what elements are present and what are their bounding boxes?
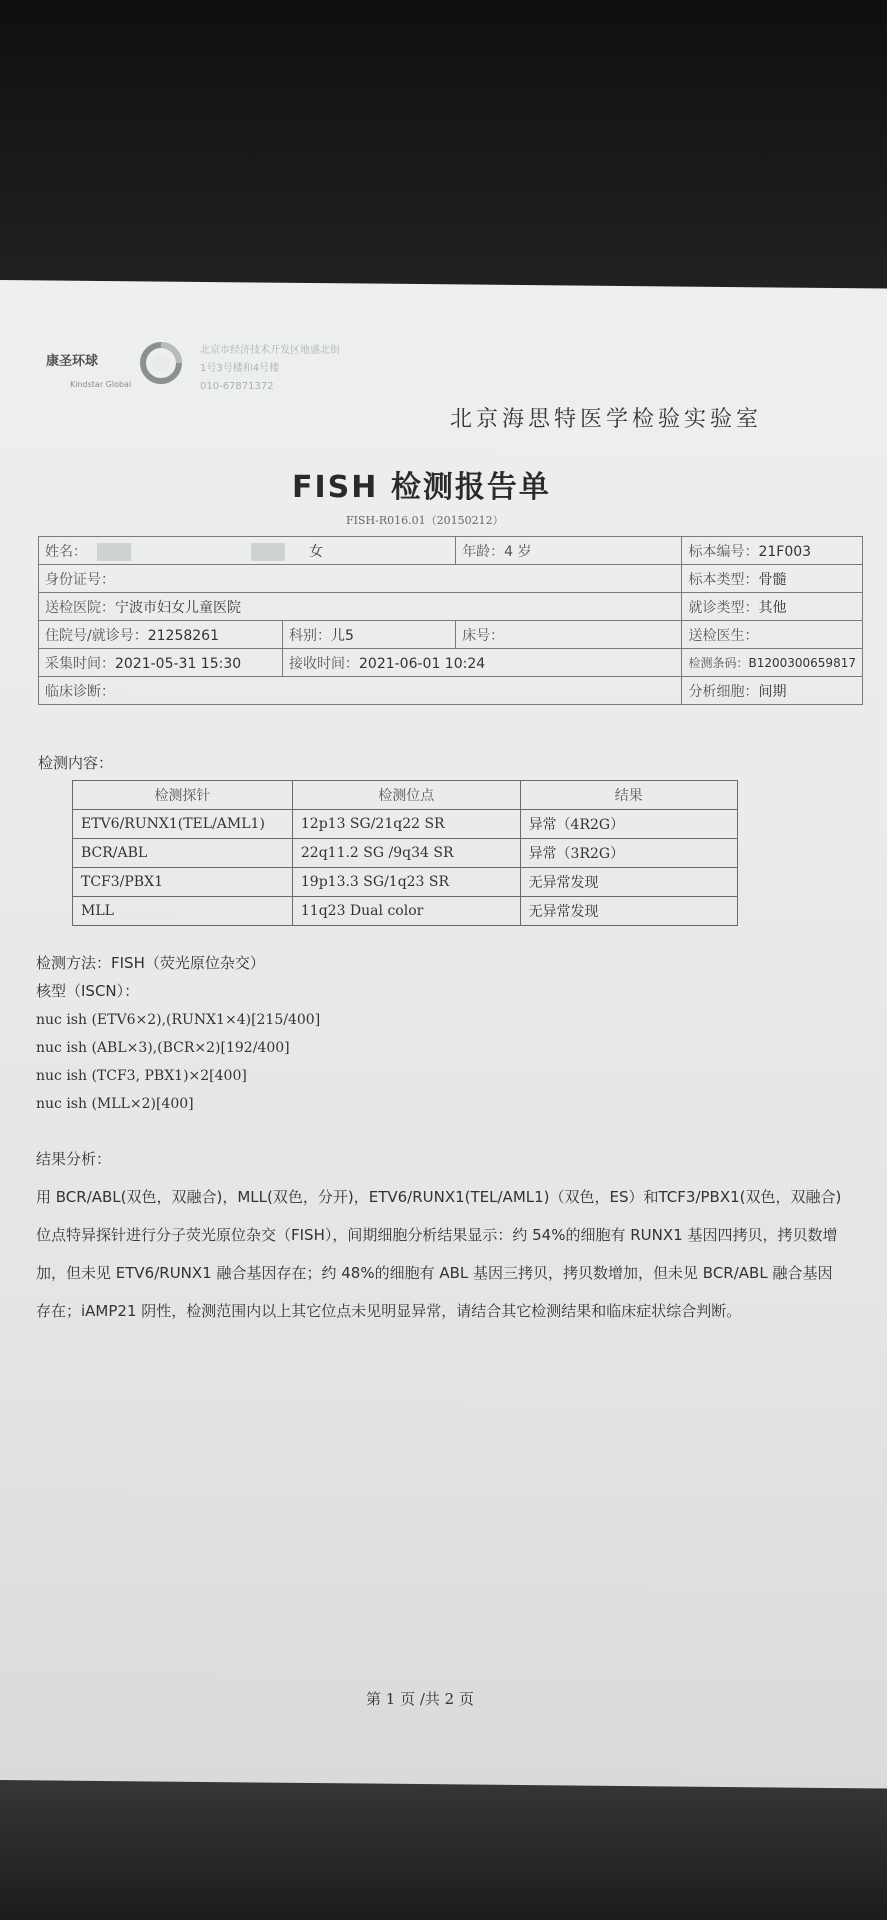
- locus-cell: 22q11.2 SG /9q34 SR: [292, 839, 520, 868]
- logo-ring-icon: [136, 338, 186, 388]
- name-cell: [39, 537, 456, 565]
- info-row: [39, 677, 863, 705]
- sample-type-value: 骨髓: [758, 571, 787, 588]
- detection-header-row: [73, 781, 738, 810]
- lab-address: [200, 342, 340, 396]
- id-label: 身份证号：: [45, 571, 115, 588]
- doctor-label: 送检医生：: [688, 627, 759, 644]
- collect-value: 2021-05-31 15:30: [115, 655, 242, 672]
- result-cell: 异常（4R2G）: [520, 810, 737, 839]
- bed-cell: [456, 621, 682, 649]
- admission-cell: [39, 621, 283, 649]
- kindstar-logo: [40, 338, 190, 398]
- probe-cell: TCF3/PBX1: [73, 868, 293, 897]
- sample-no-cell: [682, 537, 863, 565]
- logo-en-text: Kindstar Global: [70, 380, 132, 389]
- sample-no-value: 21F003: [758, 543, 812, 560]
- age-cell: [456, 537, 682, 565]
- hospital-cell: [39, 593, 682, 621]
- detection-section-label: 检测内容：: [38, 754, 114, 772]
- dept-value: 儿5: [331, 627, 354, 644]
- dept-cell: [283, 621, 456, 649]
- redacted-name: [97, 543, 131, 561]
- visit-type-cell: [682, 593, 863, 621]
- result-cell: 无异常发现: [520, 868, 737, 897]
- karyotype-label: 核型（ISCN）：: [36, 982, 140, 1000]
- table-row: [73, 897, 738, 926]
- logo-cn-text: 康圣环球: [46, 354, 99, 369]
- collect-cell: [39, 649, 283, 677]
- sample-type-label: 标本类型：: [688, 571, 759, 588]
- detection-table: [72, 780, 738, 926]
- age-value: 年龄：4 岁: [462, 543, 532, 560]
- id-cell: [39, 565, 682, 593]
- barcode-cell: [682, 649, 863, 677]
- locus-cell: 11q23 Dual color: [292, 897, 520, 926]
- karyotype-line: nuc ish (MLL×2)[400]: [36, 1096, 194, 1112]
- page-number: 第 1 页 /共 2 页: [366, 1690, 474, 1708]
- info-row: [39, 565, 863, 593]
- locus-cell: 19p13.3 SG/1q23 SR: [292, 868, 520, 897]
- address-line: 010-67871372: [200, 381, 274, 392]
- visit-type-value: 其他: [758, 599, 787, 616]
- karyotype-line: nuc ish (ETV6×2),(RUNX1×4)[215/400]: [36, 1012, 321, 1028]
- bed-label: 床号：: [462, 627, 505, 644]
- probe-cell: BCR/ABL: [73, 839, 293, 868]
- dept-label: 科别：: [289, 627, 331, 644]
- receive-cell: [283, 649, 682, 677]
- karyotype-line: nuc ish (TCF3, PBX1)×2[400]: [36, 1068, 247, 1084]
- receive-label: 接收时间：: [289, 655, 359, 672]
- diagnosis-label: 临床诊断：: [45, 683, 115, 700]
- result-cell: 异常（3R2G）: [520, 839, 737, 868]
- column-header-probe: 检测探针: [73, 781, 293, 810]
- info-row: [39, 621, 863, 649]
- barcode-value: B1200300659817: [748, 656, 856, 670]
- address-line: 北京市经济技术开发区地盛北街: [200, 345, 340, 356]
- hospital-label: 送检医院：: [45, 599, 115, 616]
- cell-type-cell: [682, 677, 863, 705]
- redacted-name: [251, 543, 285, 561]
- info-row: [39, 649, 863, 677]
- karyotype-line: nuc ish (ABL×3),(BCR×2)[192/400]: [36, 1040, 290, 1056]
- receive-value: 2021-06-01 10:24: [359, 655, 486, 672]
- column-header-result: 结果: [520, 781, 737, 810]
- probe-cell: ETV6/RUNX1(TEL/AML1): [73, 810, 293, 839]
- document-code: FISH-R016.01（20150212）: [346, 514, 504, 527]
- diagnosis-cell: [39, 677, 682, 705]
- result-cell: 无异常发现: [520, 897, 737, 926]
- admission-label: 住院号/就诊号：: [45, 627, 148, 644]
- admission-value: 21258261: [147, 627, 219, 644]
- address-line: 1号3号楼和4号楼: [200, 363, 280, 374]
- sample-type-cell: [682, 565, 863, 593]
- probe-cell: MLL: [73, 897, 293, 926]
- cell-type-label: 分析细胞：: [688, 683, 759, 700]
- lab-name: 北京海思特医学检验实验室: [450, 407, 763, 432]
- report-title: FISH 检测报告单: [292, 470, 551, 505]
- info-row: [39, 537, 863, 565]
- collect-label: 采集时间：: [45, 655, 115, 672]
- column-header-locus: 检测位点: [292, 781, 520, 810]
- patient-info-table: [38, 536, 863, 705]
- visit-type-label: 就诊类型：: [688, 599, 759, 616]
- method-line: 检测方法：FISH（荧光原位杂交）: [36, 954, 265, 972]
- gender-value: 女: [309, 543, 323, 560]
- info-row: [39, 593, 863, 621]
- doctor-cell: [682, 621, 863, 649]
- cell-type-value: 间期: [758, 683, 787, 700]
- analysis-text: 用 BCR/ABL(双色，双融合)，MLL(双色，分开)，ETV6/RUNX1(TEL/AML1)（双色，ES）和TCF3/PBX1(双色，双融合)位点特异探针进行分子荧光原位杂交（FISH），间期细胞分析结果显示：约 54%的细胞有 RUNX1 基因四拷贝，拷贝数增加，但未见 ETV6/RUNX1 融合基因存在；约 48%的细胞有 ABL 基因三拷贝，拷贝数增加，但未见 BCR/ABL 融合基因存在；iAMP21 阴性，检测范围内以上其它位点未见明显异常，请结合其它检测结果和临床症状综合判断。: [36, 1188, 842, 1320]
- analysis-label: 结果分析：: [36, 1150, 112, 1168]
- table-row: [73, 868, 738, 897]
- sample-no-label: 标本编号：: [688, 543, 759, 560]
- table-row: [73, 810, 738, 839]
- barcode-label: 检测条码：: [688, 656, 749, 670]
- hospital-value: 宁波市妇女儿童医院: [115, 599, 241, 616]
- name-label: 姓名：: [45, 543, 87, 560]
- table-row: [73, 839, 738, 868]
- locus-cell: 12p13 SG/21q22 SR: [292, 810, 520, 839]
